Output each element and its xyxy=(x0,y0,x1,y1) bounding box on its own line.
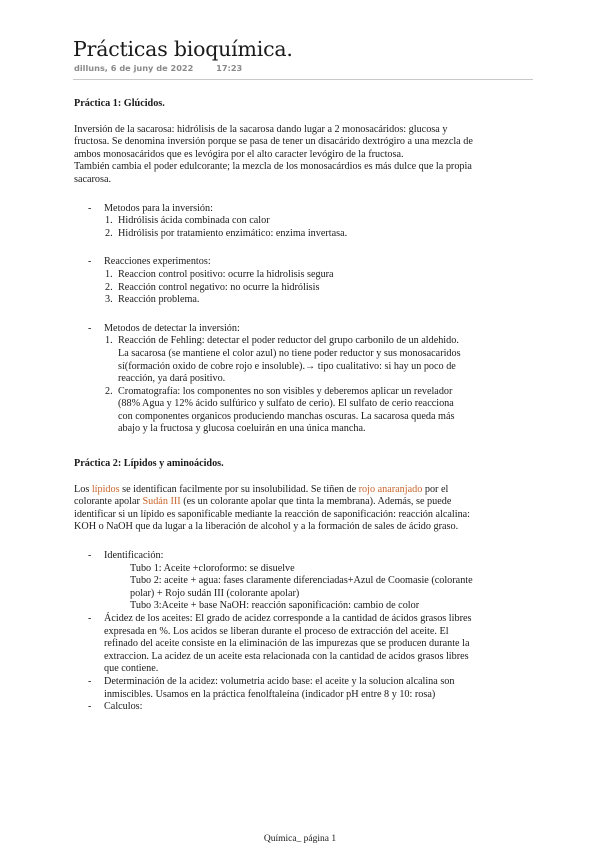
highlight-sudan-iii: Sudán III xyxy=(142,496,181,508)
tubo-line: Tubo 1: Aceite +cloroformo: se disuelve xyxy=(130,562,295,574)
highlight-rojo-anaranjado: rojo anaranjado xyxy=(358,483,423,495)
paragraph-line: Los lípidos se identifican facilmente por su insolubilidad. Se tiñen de rojo anaranjado por el xyxy=(74,483,449,495)
bullet-metodos-inversion: - Metodos para la inversión: xyxy=(74,203,526,216)
bullet-determinacion: - Determinación de la acidez: volumetria acido base: el aceite y la solucion alcalina son inmiscibles. Usamos en la práctica fenolftaleína (indicador pH entre 8 y 10: rosa) xyxy=(74,676,526,701)
time-label: 17:23 xyxy=(216,63,243,73)
paragraph-line: KOH o NaOH que da lugar a la liberación de alcohol y a la formación de sales de ácido graso. xyxy=(74,521,459,533)
paragraph-line: Inversión de la sacarosa: hidrólisis de la sacarosa dando lugar a 2 monosacáridos: glucosa y xyxy=(74,123,448,135)
list-item: 3. Reacción problema. xyxy=(105,294,200,306)
tubo-line: Tubo 3:Aceite + base NaOH: reacción saponificación: cambio de color xyxy=(130,600,420,612)
paragraph-line: sacarosa. xyxy=(74,173,112,185)
tubo-line: polar) + Rojo sudán III (colorante apolar) xyxy=(130,587,300,599)
paragraph-line: identificar si un lípido es saponificable mediante la reacción de saponificación: reacción alcalina: xyxy=(74,508,471,520)
page-metadata xyxy=(74,63,242,73)
date-label: dilluns, 6 de juny de 2022 xyxy=(74,63,194,73)
note-body xyxy=(74,98,526,714)
tubo-line: Tubo 2: aceite + agua: fases claramente diferenciadas+Azul de Coomasie (colorante xyxy=(130,575,473,587)
page-footer: Química_ página 1 xyxy=(263,834,337,844)
bullet-detectar-inversion: - Metodos de detectar la inversión: xyxy=(74,323,526,336)
highlight-lipidos: lípidos xyxy=(91,483,120,495)
section-heading-practica-2: Práctica 2: Lípidos y aminoácidos. xyxy=(74,458,224,470)
bullet-identificacion: - Identificación: xyxy=(74,550,526,563)
list-item: 1. Reacción de Fehling: detectar el poder reductor del grupo carbonilo de un aldehido. La sacarosa (se mantiene el color azul) no tiene poder reductor y sus monosacaridos sí(formación oxido de cobre rojo e insoluble).→ tipo cualitativo: si hay un poco de reacción, ya dará positivo. xyxy=(105,335,461,385)
list-item: 2. Hidrólisis por tratamiento enzimático: enzima invertasa. xyxy=(105,227,348,239)
list-item: 1. Hidrólisis ácida combinada con calor xyxy=(105,215,270,227)
list-item: 2. Reacción control negativo: no ocurre la hidrólisis xyxy=(105,281,320,293)
paragraph-line: También cambia el poder edulcorante; la mezcla de los monosacárdios es más dulce que la propia xyxy=(74,161,472,173)
bullet-reacciones: - Reacciones experimentos: xyxy=(74,256,526,269)
paragraph-line: ambos monosacáridos que es levógira por el alto caracter levógiro de la fructosa. xyxy=(74,148,404,160)
page-title: Prácticas bioquímica. xyxy=(73,37,293,61)
paragraph-line: fructosa. Se denomina inversión porque se pasa de tener un disacárido dextrógiro a una mezcla de xyxy=(74,136,473,148)
title-divider xyxy=(73,79,533,80)
section-heading-practica-1: Práctica 1: Glúcidos. xyxy=(74,98,165,109)
bullet-calculos: - Calculos: xyxy=(74,701,526,714)
list-item: 2. Cromatografía: los componentes no son visibles y deberemos aplicar un revelador (88% Agua y 12% ácido sulfúrico y sulfato de cerio). El sulfato de cerio reacciona con componentes organicos produciendo manchas oscuras. La sacarosa queda más abajo y la fructosa y glucosa coeluirán en una única mancha. xyxy=(105,385,455,435)
bullet-acidez: - Ácidez de los aceites: El grado de acidez corresponde a la cantidad de ácidos grasos libres expresada en %. Los acidos se liberan durante el proceso de extracción del aceite. El refinado del aceite consiste en la eliminación de las impurezas que se producen durante la extraccion. La acidez de un aceite esta relacionada con la cantidad de acidos grasos libres que contiene. xyxy=(74,613,526,676)
paragraph-line: colorante apolar Sudán III (es un colorante apolar que tinta la membrana). Además, se puede xyxy=(74,496,452,508)
list-item: 1. Reaccion control positivo: ocurre la hidrolisis segura xyxy=(105,268,334,280)
